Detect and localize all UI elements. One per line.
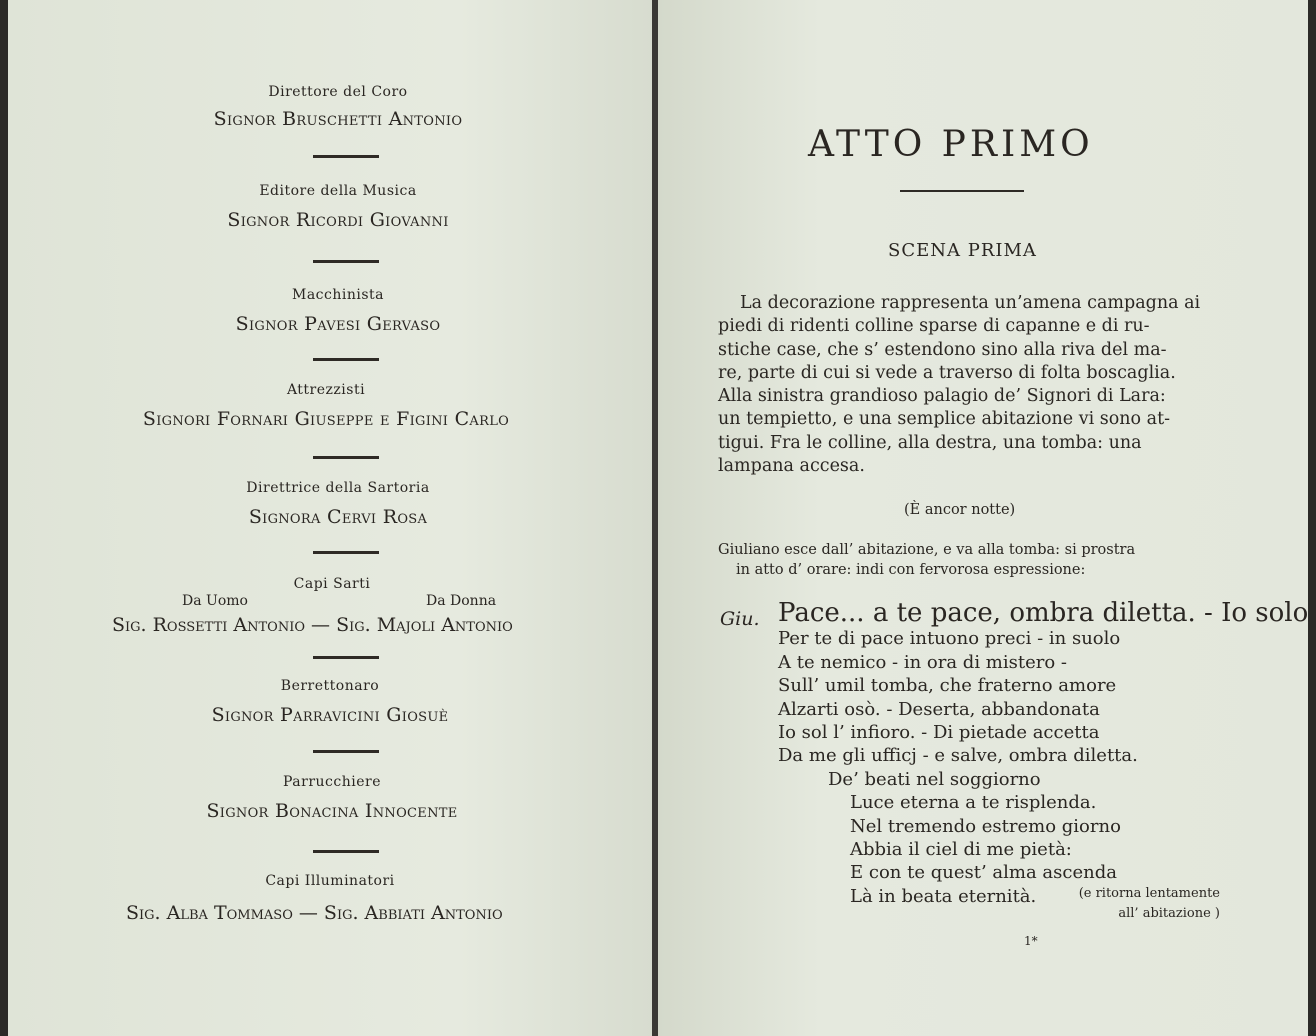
- credit-parrucchiere: [8, 774, 652, 822]
- description-line: piedi di ridenti colline sparse di capanne e di ru-: [718, 316, 1150, 337]
- credit-berrettonaro: [8, 678, 652, 726]
- credit-sartoria: [8, 480, 652, 528]
- credit-name: Signor Bruschetti Antonio: [213, 108, 463, 130]
- scene-title: SCENA PRIMA: [888, 240, 1037, 261]
- description-line: re, parte di cui si vede a traverso di folta boscaglia.: [718, 362, 1176, 383]
- night-note: (È ancor notte): [904, 502, 1016, 518]
- verse-line: Abbia il ciel di me pietà:: [850, 839, 1072, 861]
- verse-line: [778, 598, 1308, 628]
- credit-role: Parrucchiere: [283, 774, 381, 790]
- credit-role: Direttrice della Sartoria: [246, 480, 430, 496]
- illuminatori-names: Sig. Alba Tommaso — Sig. Abbiati Antonio: [126, 902, 503, 924]
- verse-line: Là in beata eternità.: [850, 885, 1037, 907]
- description-line: Alla sinistra grandioso palagio de’ Signori di Lara:: [718, 386, 1166, 407]
- credit-role: Direttore del Coro: [268, 84, 408, 100]
- divider: [313, 155, 379, 158]
- credit-role: Capi Illuminatori: [265, 873, 395, 889]
- verse-line: A te nemico - in ora di mistero -: [778, 651, 1068, 673]
- credit-macchinista: [8, 287, 652, 335]
- credit-editore-musica: [8, 183, 652, 231]
- right-page: [658, 0, 1308, 1036]
- credit-name: Signor Ricordi Giovanni: [227, 209, 449, 231]
- divider: [313, 750, 379, 753]
- verse-line: Luce eterna a te risplenda.: [850, 792, 1097, 814]
- speaker-label: Giu.: [720, 608, 760, 630]
- verse-block: [778, 598, 1308, 908]
- divider: [313, 260, 379, 263]
- credit-name: Signori Fornari Giuseppe e Figini Carlo: [142, 408, 510, 430]
- stage-direction-line: in atto d’ orare: indi con fervorosa espressione:: [736, 562, 1086, 578]
- credit-name: Signor Parravicini Giosuè: [211, 704, 449, 726]
- capi-sarti-left-label: Da Uomo: [182, 593, 248, 609]
- credit-name: Signor Bonacina Innocente: [206, 800, 458, 822]
- credit-role: Capi Sarti: [293, 576, 371, 592]
- exit-direction: [1060, 884, 1220, 924]
- exit-direction-line: all’ abitazione ): [1118, 906, 1220, 921]
- page-number: 1*: [1024, 934, 1038, 948]
- verse-line: Sull’ umil tomba, che fraterno amore: [778, 675, 1117, 697]
- stage-direction-line: Giuliano esce dall’ abitazione, e va alla tomba: si prostra: [718, 542, 1136, 558]
- verse-line: Nel tremendo estremo giorno: [850, 815, 1121, 837]
- capi-sarti-right-label: Da Donna: [426, 593, 497, 609]
- credit-name: Signor Pavesi Gervaso: [235, 313, 441, 335]
- credit-role: Berrettonaro: [280, 678, 380, 694]
- description-line: La decorazione rappresenta un’amena campagna ai: [740, 293, 1201, 313]
- divider: [313, 850, 379, 853]
- scene-description: [718, 292, 1218, 478]
- verse-line: E con te quest’ alma ascenda: [850, 862, 1117, 884]
- title-divider: [900, 190, 1024, 192]
- divider: [313, 656, 379, 659]
- credit-capi-sarti-role: [8, 576, 652, 592]
- act-title: ATTO PRIMO: [808, 124, 1094, 165]
- verse-line: Alzarti osò. - Deserta, abbandonata: [778, 698, 1100, 720]
- credit-role: Attrezzisti: [286, 382, 366, 398]
- verse-first-line: Pace... a te pace, ombra diletta. - Io solo: [778, 598, 1308, 628]
- verse-line: Io sol l’ infioro. - Di pietade accetta: [778, 722, 1100, 744]
- verse-line: Per te di pace intuono preci - in suolo: [778, 628, 1121, 650]
- stage-direction: [718, 540, 1228, 580]
- verse-line: De’ beati nel soggiorno: [828, 768, 1041, 790]
- description-line: tigui. Fra le colline, alla destra, una tomba: una: [718, 432, 1142, 453]
- divider: [313, 551, 379, 554]
- capi-sarti-names: Sig. Rossetti Antonio — Sig. Majoli Antonio: [112, 614, 513, 636]
- divider: [313, 358, 379, 361]
- description-line: stiche case, che s’ estendono sino alla riva del ma-: [718, 339, 1167, 360]
- credit-attrezzisti: [8, 382, 652, 430]
- description-line: lampana accesa.: [718, 456, 865, 477]
- credit-role: Macchinista: [291, 287, 384, 303]
- credit-role: Editore della Musica: [259, 183, 417, 199]
- credit-illuminatori-role: [8, 873, 652, 889]
- left-page: [8, 0, 652, 1036]
- exit-direction-line: (e ritorna lentamente: [1078, 886, 1220, 901]
- credit-name: Signora Cervi Rosa: [248, 506, 428, 528]
- credit-direttore-coro: [8, 84, 652, 130]
- description-line: un tempietto, e una semplice abitazione vi sono at-: [718, 409, 1171, 430]
- verse-line: Da me gli ufficj - e salve, ombra diletta.: [778, 745, 1138, 767]
- divider: [313, 456, 379, 459]
